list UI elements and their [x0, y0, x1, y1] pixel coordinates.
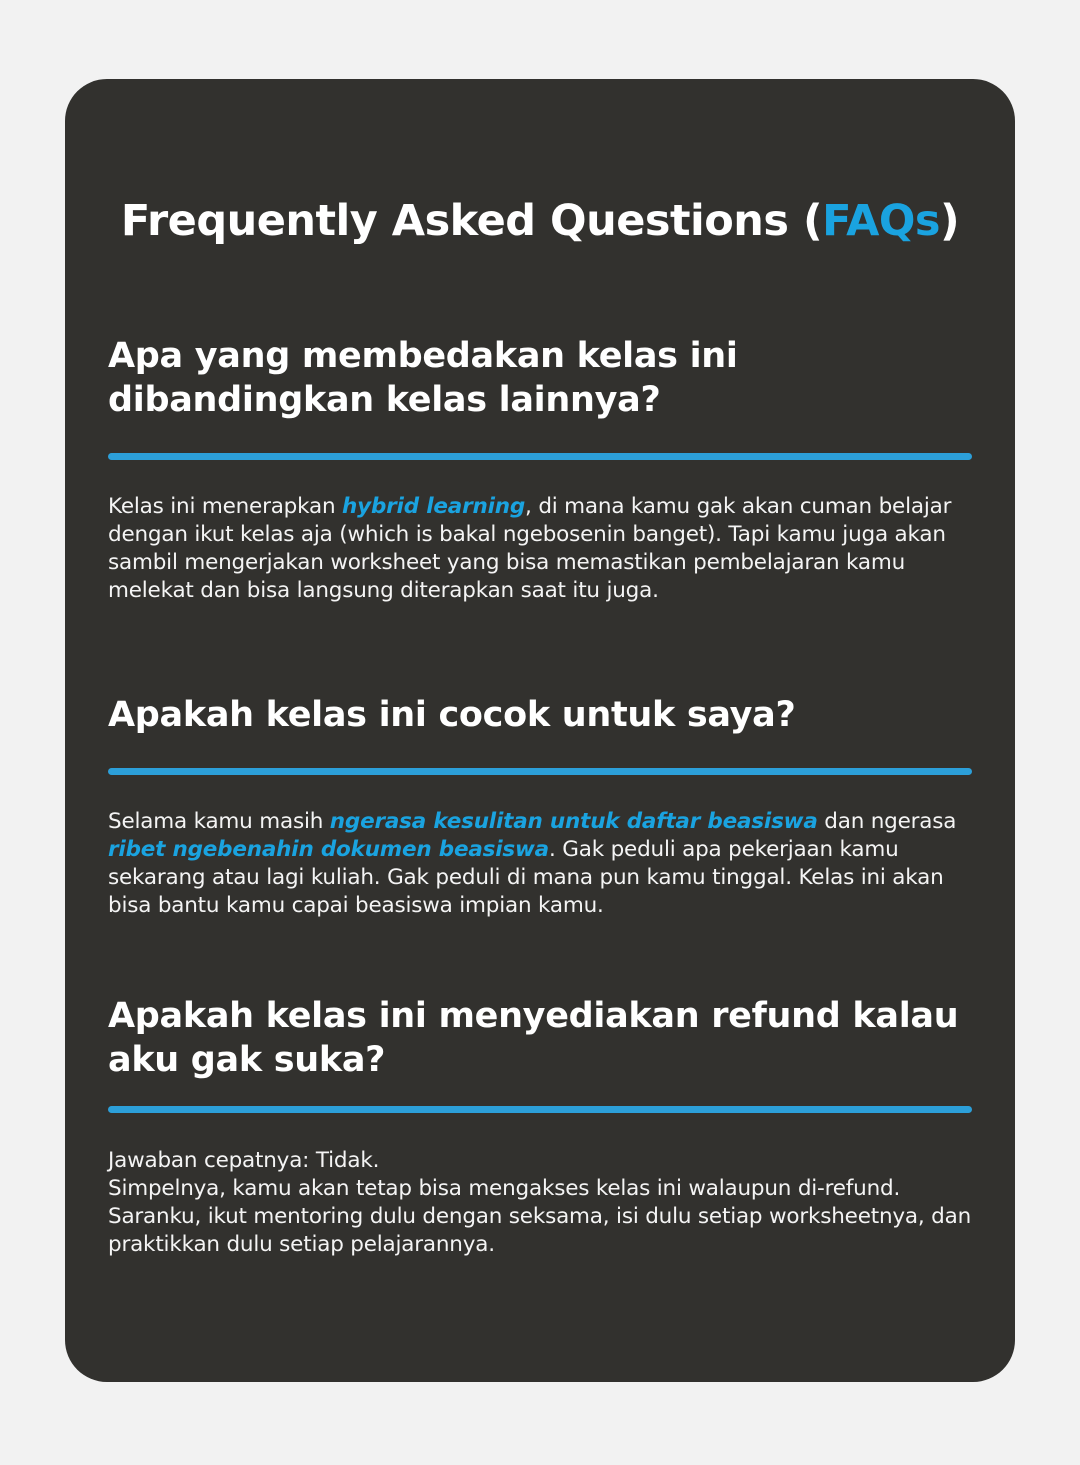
answer-line: Simpelnya, kamu akan tetap bisa mengakses kelas ini walaupun di-refund. Saranku, ikut mentoring dulu dengan seksama, isi dulu setiap worksheetnya, dan praktikkan dulu setiap pelajarannya. [108, 1176, 972, 1257]
title-prefix: Frequently Asked Questions ( [120, 196, 823, 246]
faq-divider [108, 768, 972, 775]
faq-question: Apakah kelas ini menyediakan refund kalau aku gak suka? [108, 996, 959, 1080]
page-title [65, 192, 1015, 250]
answer-highlight: hybrid learning [342, 494, 526, 519]
answer-line: Jawaban cepatnya: Tidak. [108, 1148, 380, 1173]
answer-highlight: ribet ngebenahin dokumen beasiswa [108, 837, 549, 862]
answer-text: dan ngerasa [817, 809, 957, 834]
faq-answer [108, 808, 982, 920]
faq-item-differences [108, 334, 972, 603]
faq-answer [108, 1147, 982, 1259]
answer-text: Kelas ini menerapkan [108, 494, 343, 519]
faq-divider [108, 453, 972, 460]
faq-question: Apa yang membedakan kelas ini dibandingkan kelas lainnya? [108, 336, 738, 420]
faq-card [65, 79, 1015, 1382]
answer-text: , di mana kamu gak akan cuman belajar dengan ikut kelas aja (which is bakal ngebosenin banget). Tapi kamu juga akan sambil mengerjakan worksheet yang bisa memastikan pembelajaran kamu melekat dan bisa langsung diterapkan saat itu juga. [108, 494, 952, 603]
faq-question: Apakah kelas ini cocok untuk saya? [108, 695, 796, 735]
answer-text: Selama kamu masih [108, 809, 330, 834]
faq-item-refund [108, 994, 972, 1257]
answer-highlight: ngerasa kesulitan untuk daftar beasiswa [329, 809, 818, 834]
answer-text: . Gak peduli apa pekerjaan kamu sekarang atau lagi kuliah. Gak peduli di mana pun kamu tinggal. Kelas ini akan bisa bantu kamu capai beasiswa impian kamu. [108, 837, 944, 918]
title-suffix: ) [940, 196, 960, 246]
title-accent: FAQs [822, 196, 940, 246]
faq-answer [108, 493, 982, 605]
faq-item-suitability [108, 693, 972, 918]
faq-divider [108, 1106, 972, 1113]
